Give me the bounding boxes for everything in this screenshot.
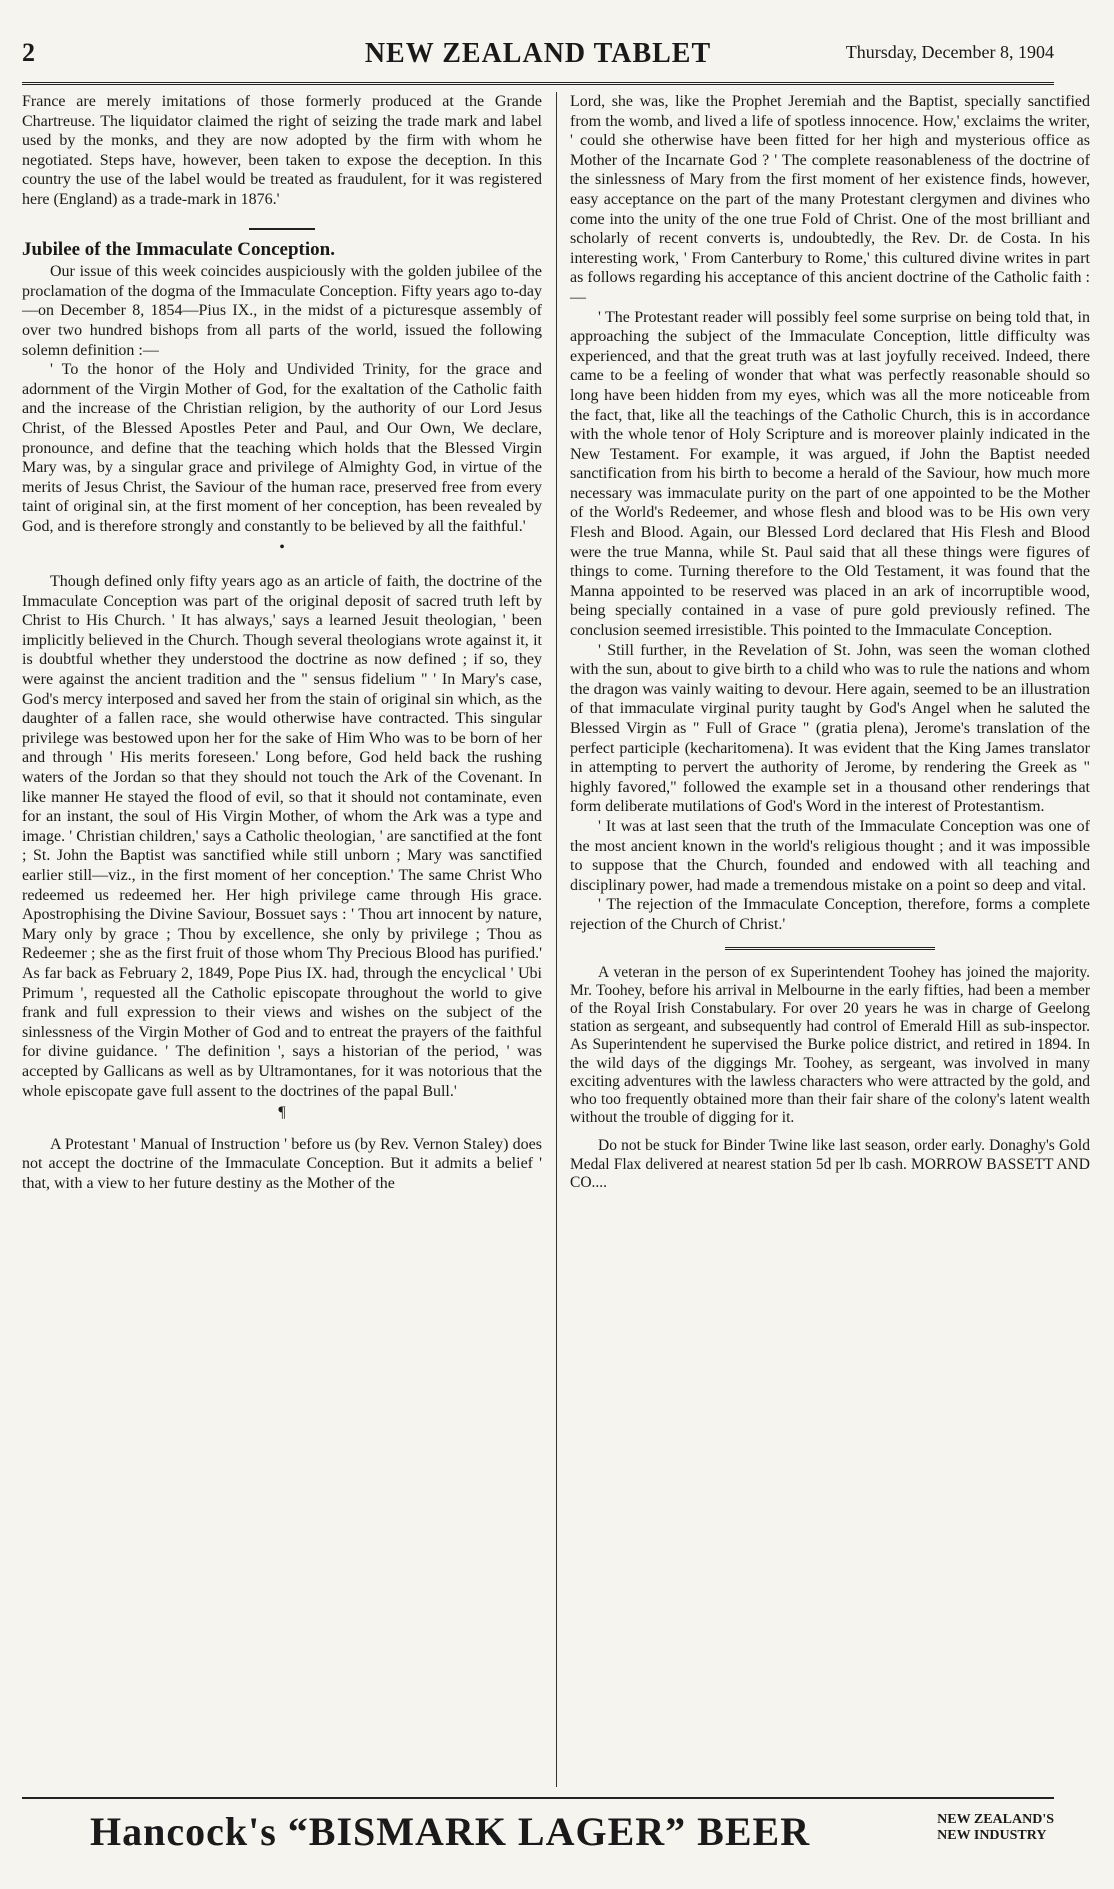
notice-paragraph: Do not be stuck for Binder Twine like last season, order early. Donaghy's Gold Medal Flax delivered at nearest station 5d per lb cash. MORROW BASSETT AND CO.... xyxy=(570,1137,1090,1191)
header-rule xyxy=(22,82,1054,85)
industry-tagline xyxy=(937,1812,1054,1844)
footer-advertisement xyxy=(22,1808,1054,1868)
issue-date: Thursday, December 8, 1904 xyxy=(845,42,1054,62)
bullet-ornament: • xyxy=(279,539,285,557)
article-paragraph: ' The Protestant reader will possibly feel some surprise on being told that, in approaching the subject of the Immaculate Conception, little difficulty was experienced, and that the great truth was at last joyfully received. Indeed, there came to be a feeling of wonder that what was perfectly reasonable should so long have been hidden from my eyes, which was all the more noticeable from the fact, that, like all the teachings of the Catholic Church, this is in accordance with the whole tenor of Holy Scripture and is moreover plainly indicated in the New Testament. For example, it was argued, if John the Baptist needed sanctification from his birth to become a herald of the Saviour, how much more necessary was immaculate purity on the part of one appointed to be the Mother of the World's Redeemer, and whose flesh and blood was to be His own very Flesh and Blood. Again, our Blessed Lord declared that His Flesh and Blood were the true Manna, while St. Paul said that all these things were figures of things to come. Turning therefore to the Old Testament, it was found that the Manna appointed to be reserved was placed in an ark of incorruptible wood, being specially contained in a vase of pure gold previously refined. The conclusion seemed irresistible. This pointed to the Immaculate Conception. xyxy=(570,308,1090,640)
right-column xyxy=(570,92,1090,1192)
article-paragraph: A Protestant ' Manual of Instruction ' before us (by Rev. Vernon Staley) does not accept the doctrine of the Immaculate Conception. But it admits a belief ' that, with a view to her future destiny as the Mother of the xyxy=(22,1135,542,1192)
column-divider xyxy=(556,92,557,1787)
notice-paragraph: A veteran in the person of ex Superintendent Toohey has joined the majority. Mr. Toohey, before his arrival in Melbourne in the early fifties, had been a member of the Royal Irish Constabulary. For over 20 years he was in charge of Geelong station as sergeant, and subsequently had control of Emerald Hill as sub-inspector. As Superintendent he supervised the Burke police district, and retired in 1894. In the wild days of the diggings Mr. Toohey, as sergeant, was involved in many exciting adventures with the lawless characters who were attracted by the gold, and who too frequently obtained more than their fair share of the colony's latent wealth without the trouble of digging for it. xyxy=(570,963,1090,1127)
news-notices xyxy=(570,964,1090,1192)
article-paragraph: Lord, she was, like the Prophet Jeremiah and the Baptist, specially sanctified from the womb, and lived a life of spotless innocence. How,' exclaims the writer, ' could she otherwise have been fitted for her high and mysterious office as Mother of the Incarnate God ? ' The complete reasonableness of the doctrine of the sinlessness of Mary from the first moment of her existence finds, however, easy acceptance on the part of the many Protestant clergymen and divines who come into the unity of the one true Fold of Christ. One of the most brilliant and scholarly of recent converts is, undoubtedly, the Rev. Dr. de Costa. In his interesting work, ' From Canterbury to Rome,' this cultured divine writes in part as follows regarding his acceptance of this ancient doctrine of the Catholic faith :— xyxy=(570,93,1090,306)
tagline-line: NEW ZEALAND'S xyxy=(937,1812,1054,1827)
masthead: NEW ZEALAND TABLET xyxy=(364,38,712,69)
intro-paragraph: France are merely imitations of those formerly produced at the Grande Chartreuse. The liquidator claimed the right of seizing the trade mark and label used by the monks, and they are now adopted by the firm with whom he negotiated. Steps have, however, been taken to expose the deception. In this country the use of the label would be treated as fraudulent, for it was registered here (England) as a trade-mark in 1876.' xyxy=(22,93,542,208)
article-paragraph: ' The rejection of the Immaculate Conception, therefore, forms a complete rejection of the Church of Christ.' xyxy=(570,896,1090,933)
footer-rule xyxy=(22,1797,1054,1799)
article-paragraph: ' It was at last seen that the truth of the Immaculate Conception was one of the most ancient known in the world's religious thought ; and it was impossible to suppose that the Church, founded and endowed with all teaching and disciplinary power, had made a tremendous mistake on a point so deep and vital. xyxy=(570,817,1090,894)
article-paragraph: Our issue of this week coincides auspiciously with the golden jubilee of the proclamation of the dogma of the Immaculate Conception. Fifty years ago to-day—on December 8, 1854—Pius IX., in the midst of a picturesque assembly of over two hundred bishops from all parts of the world, issued the following solemn definition :— xyxy=(22,263,542,359)
left-column xyxy=(22,92,542,1193)
tagline-line: NEW INDUSTRY xyxy=(937,1828,1047,1843)
page-header xyxy=(22,38,1054,78)
article-heading: Jubilee of the Immaculate Conception. xyxy=(22,238,335,260)
section-divider xyxy=(249,228,315,230)
article-paragraph: Though defined only fifty years ago as an article of faith, the doctrine of the Immaculate Conception was part of the original deposit of sacred truth left by Christ to His Church. ' It has always,' says a learned Jesuit theologian, ' been implicitly believed in the Church. Though several theologians wrote against it, it is doubtful whether they understood the doctrine as now defined ; if so, they were against the ancient tradition and the " sensus fidelium " ' In Mary's case, God's mercy interposed and saved her from the stain of original sin which, as the daughter of a fallen race, she would otherwise have contracted. This singular privilege was bestowed upon her for the sake of Him Who was to be born of her and through ' His merits foreseen.' Long before, God held back the rushing waters of the Jordan so that they should not touch the Ark of the Covenant. In like manner He stayed the flood of evil, so that it should not contaminate, even for an instant, the soul of His Virgin Mother, of whom the Ark was a type and image. ' Christian children,' says a Catholic theologian, ' are sanctified at the font ; St. John the Baptist was sanctified while still unborn ; Mary was sanctified earlier still—viz., in the first moment of her conception.' The same Christ Who redeemed us redeemed her. Her high privilege came through His grace. Apostrophising the Divine Saviour, Bossuet says : ' Thou art innocent by nature, Mary only by grace ; Thou by excellence, she only by privilege ; Thou as Redeemer ; she as the first fruit of those whom Thy Precious Blood has purified.' As far back as February 2, 1849, Pope Pius IX. had, through the encyclical ' Ubi Primum ', requested all the Catholic episcopate throughout the world to give frank and full expression to their views and wishes on the subject of the sinlessness of the Virgin Mother of God and to entreat the prayers of the faithful for divine guidance. ' The definition ', says a historian of the period, ' was accepted by Gallicans as well as by Ultramontanes, for it was notorious that the whole episcopate gave full assent to the doctrines of the papal Bull.' xyxy=(22,573,542,1100)
article-columns xyxy=(22,92,1090,1790)
section-divider xyxy=(725,947,935,950)
beer-advert-text: Hancock's “BISMARK LAGER” BEER xyxy=(90,1809,811,1854)
article-paragraph: ' To the honor of the Holy and Undivided Trinity, for the grace and adornment of the Virgin Mother of God, for the exaltation of the Catholic faith and the increase of the Christian religion, by the authority of our Lord Jesus Christ, of the Blessed Apostles Peter and Paul, and Our Own, We declare, pronounce, and define that the teaching which holds that the Blessed Virgin Mary was, by a singular grace and privilege of Almighty God, in virtue of the merits of Jesus Christ, the Saviour of the human race, preserved free from every taint of original sin, at the first moment of her conception, has been revealed by God, and is therefore strongly and constantly to be believed by all the faithful.' xyxy=(22,361,542,535)
page-number: 2 xyxy=(22,38,35,67)
fleuron-ornament: ¶ xyxy=(278,1104,286,1122)
article-paragraph: ' Still further, in the Revelation of St. John, was seen the woman clothed with the sun, about to give birth to a child who was to rule the nations and whom the dragon was vainly waiting to devour. Here again, seemed to be an illustration of that immaculate virginal purity taught by God's Angel when he saluted the Blessed Virgin as " Full of Grace " (gratia plena), Jerome's translation of the perfect participle (kecharitomena). It was evident that the King James translator in attempting to pervert the authority of Jerome, by rendering the Greek as " highly favored," followed the example set in a thousand other renderings that form deliberate mutilations of God's Word in the interest of Protestantism. xyxy=(570,641,1090,816)
